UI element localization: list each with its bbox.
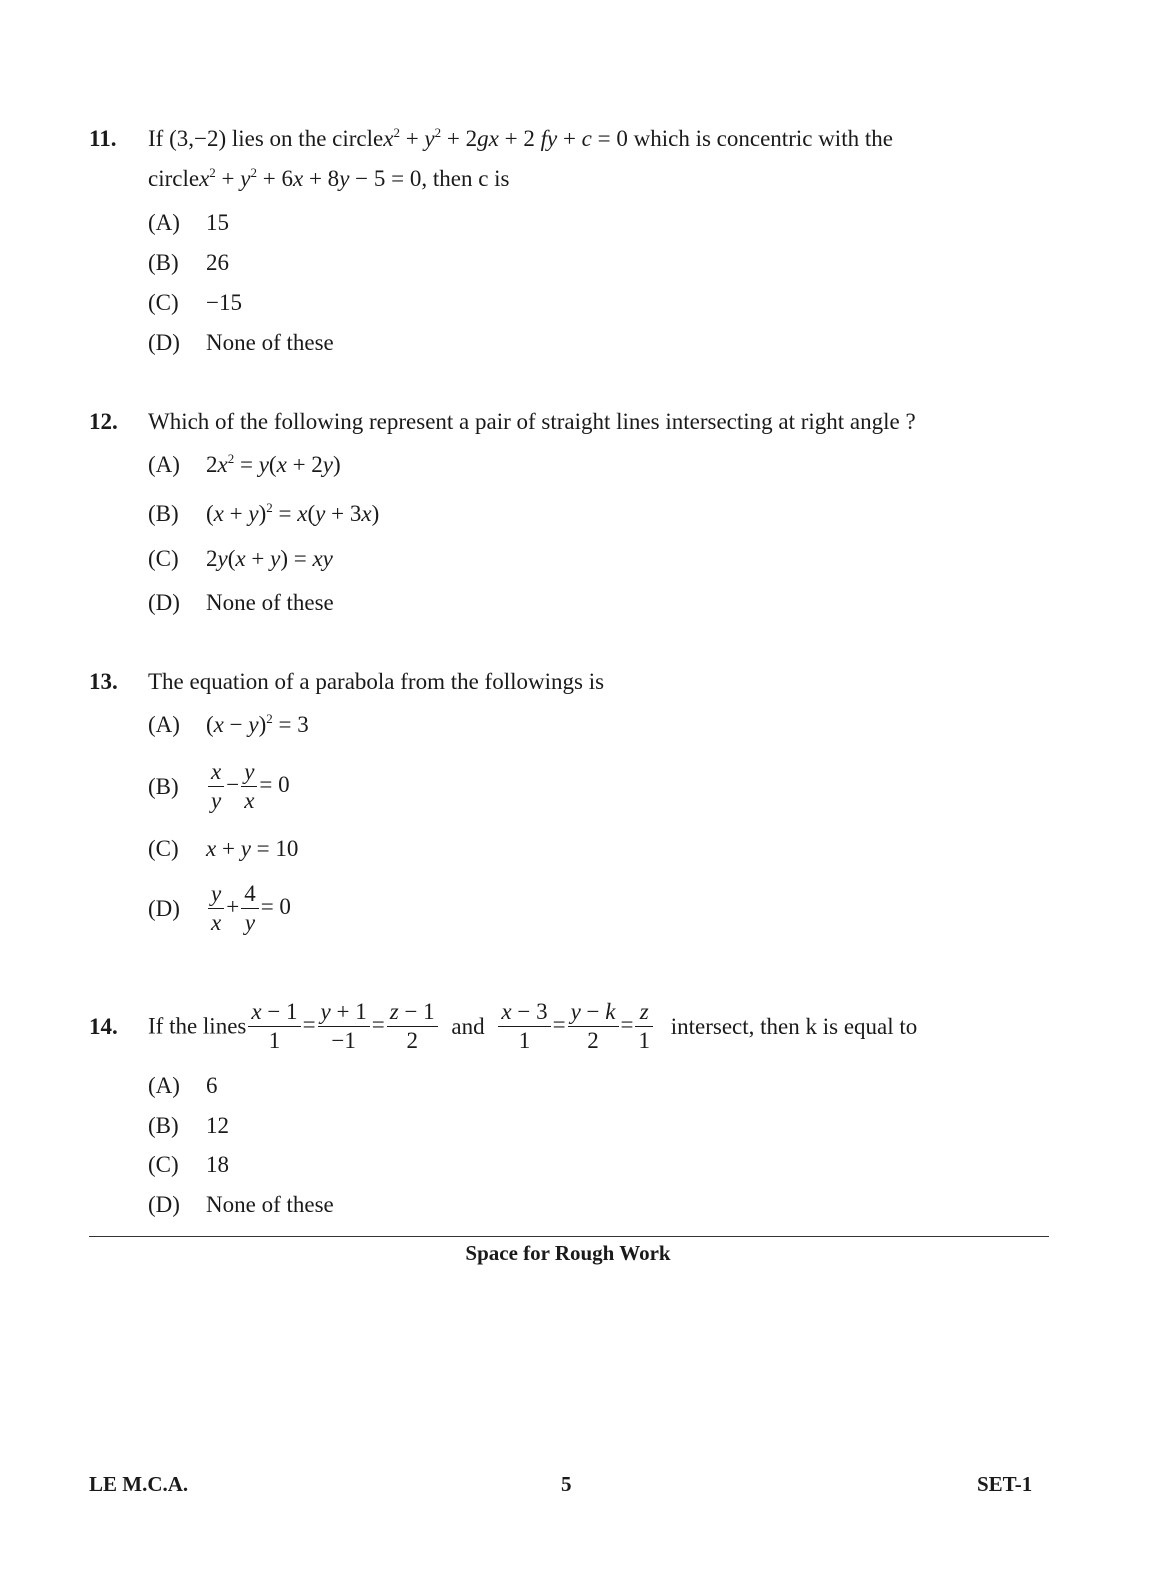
question-12-option-c-equation: 2y(x + y) = xy (206, 546, 333, 571)
question-11-stem-part1: If (3,−2) lies on the circle (148, 126, 384, 151)
question-14-stem-and: and (451, 1013, 485, 1039)
question-11-stem (148, 126, 893, 152)
question-13-option-a: (A) $(x - y)^2 = 3$ (148, 711, 309, 737)
question-14-option-d: (D) None of these (148, 1192, 334, 1217)
question-12-option-a-equation: $2x^2 = y(x + 2y)$ (206, 451, 341, 477)
question-12-stem: Which of the following represent a pair of straight lines intersecting at right angle ? (148, 409, 916, 434)
question-11-circle-equation: $x^2 + y^2 + 2gx + 2$ fy + c = 0 (383, 125, 628, 151)
question-14-option-c: (C) 18 (148, 1152, 229, 1177)
question-11-stem-part2: which is concentric with the (633, 126, 893, 151)
question-13-option-b-equation: $\frac{x}{y}$ − $\frac{y}{x}$ = 0 (206, 772, 290, 797)
question-11-stem-line2-prefix: circle (148, 166, 200, 191)
footer-course-code: LE M.C.A. (89, 1472, 189, 1496)
question-14-option-b: (B) 12 (148, 1113, 229, 1138)
question-13-option-c-equation: x + y = 10 (206, 836, 299, 861)
question-11-option-d: (D) None of these (148, 330, 334, 355)
question-12-option-b-equation: $(x + y)^2 = x(y + 3x)$ (206, 500, 380, 526)
question-14-option-a: (A) 6 (148, 1073, 218, 1098)
question-11-option-c: (C) −15 (148, 290, 242, 315)
question-14-line-1: $\frac{x - 1}{1}$ = $\frac{y + 1}{-1}$ = $\frac{z - 1}{2}$ (246, 1012, 439, 1037)
question-11-concentric-equation: $x^2 + y^2 + 6x + 8y - 5 = 0$ (199, 165, 422, 191)
question-13-stem: The equation of a parabola from the followings is (148, 669, 605, 694)
question-13-option-a-equation: $(x - y)^2 = 3$ (206, 711, 309, 737)
question-11-option-a: (A) 15 (148, 210, 229, 235)
question-13-option-d-equation: $\frac{y}{x}$ + $\frac{4}{y}$ = 0 (206, 894, 291, 919)
question-12-option-d: (D) None of these (148, 590, 334, 615)
question-13-option-d: (D) $\frac{y}{x}$ + $\frac{4}{y}$ = 0 (148, 881, 291, 935)
rough-work-heading: Space for Rough Work (465, 1241, 671, 1265)
footer-set-code: SET-1 (977, 1472, 1033, 1496)
question-14-line-2: $\frac{x - 3}{1}$ = $\frac{y - k}{2}$ = $\frac{z}{1}$ (496, 1012, 655, 1037)
question-12-option-b: (B) $(x + y)^2 = x(y + 3x)$ (148, 500, 380, 526)
question-11-option-b: (B) 26 (148, 250, 229, 275)
rough-work-divider (89, 1236, 1049, 1237)
question-14-stem-suffix: intersect, then k is equal to (670, 1013, 918, 1039)
question-12-number: 12. (89, 409, 118, 434)
question-14-stem-prefix: If the lines (148, 1013, 247, 1039)
footer-page-number: 5 (561, 1472, 572, 1496)
question-12-option-a: (A) $2x^2 = y(x + 2y)$ (148, 451, 341, 477)
question-11-number: 11. (89, 126, 117, 151)
question-11-stem-line2-suffix: , then c is (421, 166, 510, 191)
question-14-stem (148, 998, 917, 1055)
question-13-option-c: (C) x + y = 10 (148, 836, 299, 861)
question-12-option-c: (C) 2y(x + y) = xy (148, 546, 333, 571)
question-11-stem-line2 (148, 166, 510, 192)
question-14-number: 14. (89, 1014, 118, 1039)
question-13-option-b: (B) $\frac{x}{y}$ − $\frac{y}{x}$ = 0 (148, 759, 290, 813)
question-13-number: 13. (89, 669, 118, 694)
